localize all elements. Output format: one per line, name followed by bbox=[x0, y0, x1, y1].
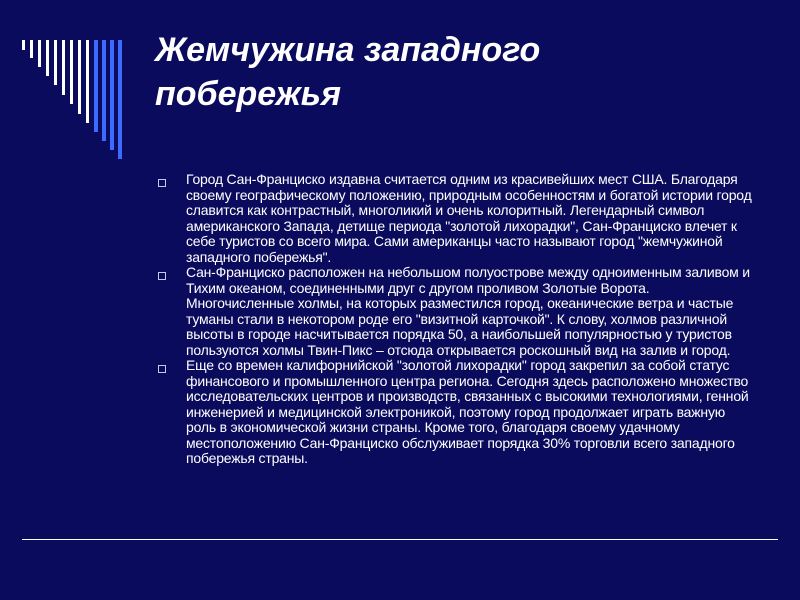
paragraph: Еще со времен калифорнийской "золотой лихорадки" город закрепил за собой статус финансового и промышленного центра региона. Сегодня здесь расположено множество исследовательских центров и производств, связанных с высокими технологиями, генной инженерией и медицинской электроникой, поэтому город продолжает играть важную роль в экономической жизни страны. Кроме того, благодаря своему удачному местоположению Сан-Франциско обслуживает порядка 30% торговли всего западного побережья страны. bbox=[186, 357, 749, 466]
stripe bbox=[102, 40, 106, 141]
square-bullet-icon bbox=[158, 272, 166, 280]
stripe bbox=[70, 40, 73, 104]
paragraph: Сан-Франциско расположен на небольшом полуострове между одноименным заливом и Тихим океаном, соединенными друг с другом проливом Золотые Ворота. Многочисленные холмы, на которых разместился город, океанические ветра и частые туманы стали в некотором роде его "визитной карточкой". К слову, холмов различной высоты в городе насчитывается порядка 50, а наибольшей популярностью у туристов пользуются холмы Твин-Пикс – отсюда открывается роскошный вид на залив и город. bbox=[186, 264, 750, 358]
stripe bbox=[54, 40, 57, 85]
list-item bbox=[155, 265, 755, 358]
stripe bbox=[62, 40, 65, 95]
stripe bbox=[30, 40, 33, 58]
stripes-decoration bbox=[0, 0, 140, 170]
stripe bbox=[38, 40, 41, 67]
stripe bbox=[22, 40, 25, 50]
list-item bbox=[155, 172, 755, 265]
square-bullet-icon bbox=[158, 179, 166, 187]
stripe bbox=[94, 40, 98, 132]
stripe bbox=[118, 40, 122, 159]
square-bullet-icon bbox=[158, 365, 166, 373]
stripe bbox=[46, 40, 49, 76]
slide-title bbox=[155, 28, 755, 116]
title-line-2: побережья bbox=[155, 75, 341, 113]
list-item bbox=[155, 358, 755, 467]
bullet-list bbox=[155, 172, 755, 467]
stripe bbox=[78, 40, 81, 114]
footer-divider bbox=[22, 539, 778, 540]
stripe bbox=[86, 40, 89, 123]
title-line-1: Жемчужина западного bbox=[155, 31, 541, 69]
paragraph: Город Сан-Франциско издавна считается одним из красивейших мест США. Благодаря своему географическому положению, природным особенностям и богатой истории город славится как контрастный, многоликий и очень колоритный. Легендарный символ американского Запада, детище периода "золотой лихорадки", Сан-Франциско влечет к себе туристов со всего мира. Сами американцы часто называют город "жемчужиной западного побережья". bbox=[186, 171, 752, 265]
stripe bbox=[110, 40, 114, 150]
